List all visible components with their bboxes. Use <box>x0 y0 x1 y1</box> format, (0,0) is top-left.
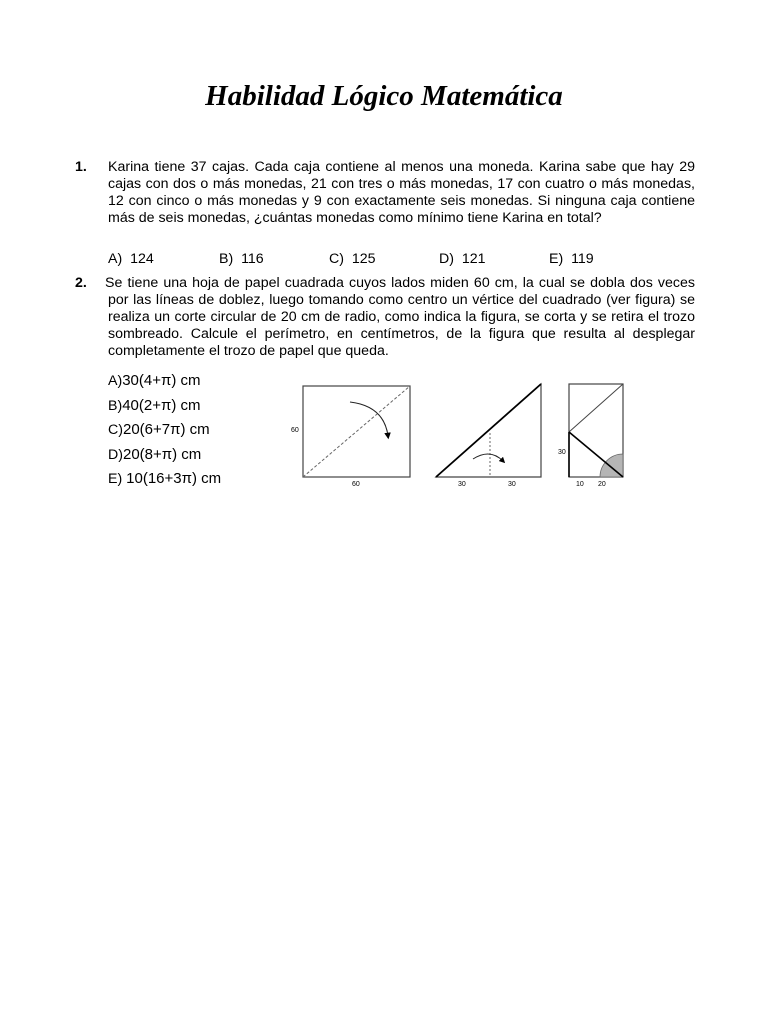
option-a: A)30(4+π) cm <box>108 372 201 389</box>
question-1 <box>75 159 695 227</box>
option-d: D) 121 <box>439 251 486 267</box>
option-b: B)40(2+π) cm <box>108 396 201 414</box>
option-a: A) 124 <box>108 251 154 267</box>
option-e: E) 119 <box>549 251 594 267</box>
panel3-right-label: 20 <box>598 481 606 488</box>
question-2 <box>75 275 695 360</box>
figure-panel-triangle <box>436 384 541 488</box>
page-title: Habilidad Lógico Matemática <box>205 80 563 112</box>
fold-arrow-icon <box>473 454 503 461</box>
panel2-left-label: 30 <box>458 481 466 488</box>
fold-arrow-icon <box>350 402 388 436</box>
question-1-options <box>108 251 628 269</box>
panel1-bottom-label: 60 <box>352 481 360 488</box>
option-d: D)20(8+π) cm <box>108 445 202 463</box>
option-e: E) 10(16+3π) cm <box>108 470 222 487</box>
option-b: B) 116 <box>219 251 264 267</box>
question-text: Se tiene una hoja de papel cuadrada cuyos lados miden 60 cm, la cual se dobla dos veces por las líneas de doblez, luego tomando como centro un vértice del cuadrado (ver figura) se realiza un corte circular de 20 cm de radio, como indica la figura, se corta y se retira el trozo sombreado. Calcule el perímetro, en centímetros, de la figura que resulta al desplegar completamente el trozo de papel que queda. <box>105 275 695 359</box>
question-number: 2. <box>75 275 87 291</box>
panel3-side-label: 30 <box>558 449 566 456</box>
option-c: C) 125 <box>329 251 376 267</box>
question-text: Karina tiene 37 cajas. Cada caja contiene al menos una moneda. Karina sabe que hay 29 cajas con dos o más monedas, 21 con tres o más monedas, 17 con cuatro o más monedas, 12 con cinco o más monedas y 9 con exactamente seis monedas. Si ninguna caja contiene más de seis monedas, ¿cuántas monedas como mínimo tiene Karina en total? <box>108 159 695 226</box>
option-c: C)20(6+7π) cm <box>108 421 210 438</box>
figure-panel-cut <box>558 384 623 488</box>
folding-figure <box>282 380 642 492</box>
figure-panel-square <box>291 386 410 488</box>
question-number: 1. <box>75 159 87 175</box>
panel2-right-label: 30 <box>508 481 516 488</box>
panel3-left-label: 10 <box>576 481 584 488</box>
question-2-options <box>108 372 221 495</box>
panel1-side-label: 60 <box>291 427 299 434</box>
